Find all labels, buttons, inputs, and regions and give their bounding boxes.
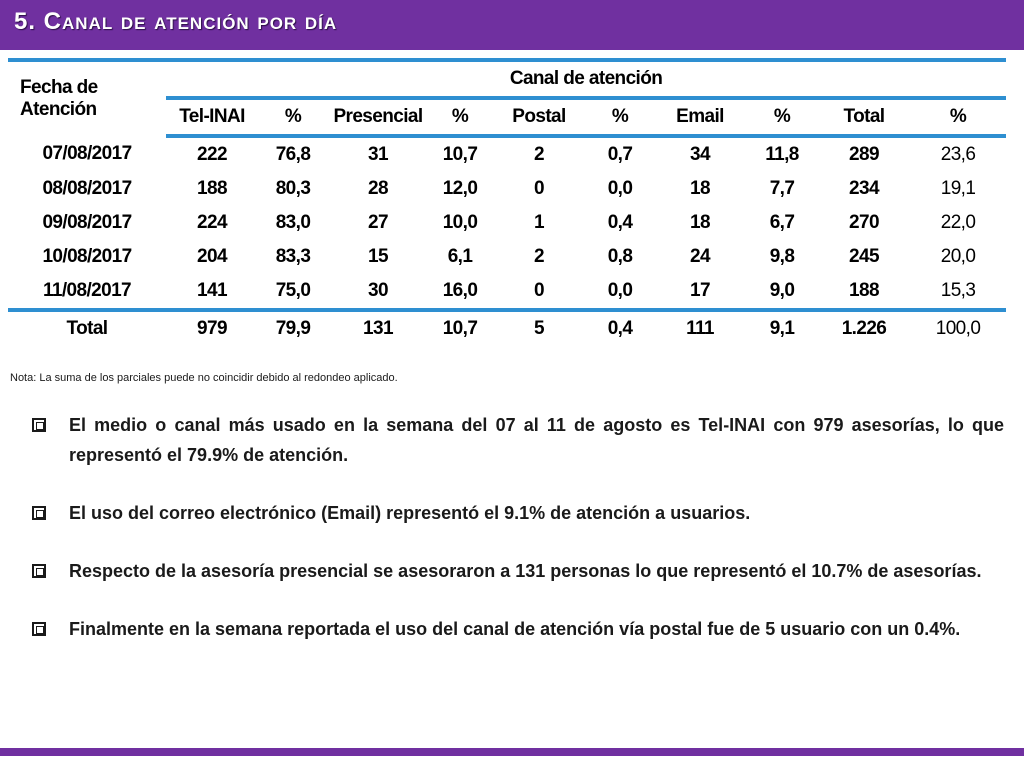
- bullet-text: El medio o canal más usado en la semana del 07 al 11 de agosto es Tel-INAI con 979 asesorías, lo que representó el 79.9% de atención.: [69, 415, 1004, 465]
- table-cell: 30: [368, 280, 388, 301]
- total-cell: 979: [166, 310, 258, 346]
- table-cell: 18: [690, 212, 710, 233]
- table-cell: 141: [197, 280, 227, 301]
- table-cell: 76,8: [275, 144, 311, 165]
- table-cell: 0,0: [607, 178, 633, 199]
- table-cell: 1: [534, 212, 544, 233]
- page-title: 5. Canal de atención por día: [14, 8, 338, 35]
- column-header: %: [258, 98, 328, 136]
- column-header: %: [746, 98, 818, 136]
- canal-group-header: Canal de atención: [166, 60, 1006, 98]
- table-cell: 0,4: [607, 212, 633, 233]
- table-cell: 2: [534, 246, 544, 267]
- table-cell: 80,3: [275, 178, 311, 199]
- square-bullet-icon: [32, 506, 46, 520]
- table-cell: 11,8: [765, 144, 799, 165]
- row-date: 10/08/2017: [42, 246, 132, 267]
- row-date: 07/08/2017: [42, 143, 132, 164]
- total-cell: 10,7: [428, 310, 492, 346]
- table-cell: 15: [368, 246, 388, 267]
- bullet-list: [32, 410, 1004, 672]
- total-cell: 111: [654, 310, 746, 346]
- table-cell: 270: [849, 212, 879, 233]
- table-cell: 289: [849, 144, 879, 165]
- table-row: [8, 206, 1006, 240]
- table-row: [8, 172, 1006, 206]
- table-cell: 12,0: [442, 178, 478, 199]
- table-cell: 23,6: [940, 144, 976, 165]
- table-cell: 75,0: [275, 280, 311, 301]
- table-cell: 18: [690, 178, 710, 199]
- total-cell: 131: [328, 310, 428, 346]
- bullet-text: El uso del correo electrónico (Email) representó el 9.1% de atención a usuarios.: [69, 503, 751, 523]
- column-header: %: [910, 98, 1006, 136]
- total-cell: 100,0: [910, 310, 1006, 346]
- table-cell: 10,0: [442, 212, 478, 233]
- table-cell: 34: [690, 144, 710, 165]
- square-bullet-icon: [32, 418, 46, 432]
- table-cell: 222: [197, 144, 227, 165]
- bullet-text: Finalmente en la semana reportada el uso del canal de atención vía postal fue de 5 usuario con un 0.4%.: [69, 619, 961, 639]
- table-cell: 2: [534, 144, 544, 165]
- table-cell: 9,0: [769, 280, 795, 301]
- table-cell: 188: [849, 280, 879, 301]
- table-row: [8, 240, 1006, 274]
- footer-bar: [0, 748, 1024, 756]
- table-cell: 6,7: [769, 212, 795, 233]
- total-cell: 9,1: [746, 310, 818, 346]
- column-header: Email: [654, 98, 746, 136]
- table-cell: 22,0: [940, 212, 976, 233]
- table-cell: 27: [368, 212, 388, 233]
- table-cell: 234: [849, 178, 879, 199]
- column-header: Presencial: [328, 98, 428, 136]
- table-total-row: [8, 310, 1006, 346]
- table-cell: 0: [534, 280, 544, 301]
- header-bar: [0, 0, 1024, 50]
- column-header: Total: [818, 98, 910, 136]
- table-cell: 83,3: [275, 246, 311, 267]
- table-row: [8, 274, 1006, 310]
- table-cell: 19,1: [940, 178, 976, 199]
- total-cell: 5: [492, 310, 586, 346]
- bullet-text: Respecto de la asesoría presencial se asesoraron a 131 personas lo que representó el 10.7% de asesorías.: [69, 561, 982, 581]
- table-cell: 7,7: [769, 178, 795, 199]
- bullet-item: [32, 556, 1004, 586]
- table-cell: 83,0: [275, 212, 311, 233]
- row-date: 09/08/2017: [42, 212, 132, 233]
- total-cell: 0,4: [586, 310, 654, 346]
- column-header: Tel-INAI: [166, 98, 258, 136]
- table-footnote: Nota: La suma de los parciales puede no coincidir debido al redondeo aplicado.: [10, 372, 398, 384]
- attention-channel-table-wrap: [8, 58, 1006, 346]
- attention-channel-table: [8, 58, 1006, 346]
- column-header: %: [428, 98, 492, 136]
- table-cell: 0,8: [607, 246, 633, 267]
- table-cell: 0,7: [607, 144, 633, 165]
- table-cell: 16,0: [442, 280, 478, 301]
- table-cell: 24: [690, 246, 710, 267]
- table-cell: 204: [197, 246, 227, 267]
- square-bullet-icon: [32, 622, 46, 636]
- total-cell: 79,9: [258, 310, 328, 346]
- table-cell: 15,3: [940, 280, 976, 301]
- bullet-item: [32, 498, 1004, 528]
- table-cell: 224: [197, 212, 227, 233]
- fecha-header: Fecha de Atención: [8, 60, 166, 136]
- total-cell: 1.226: [818, 310, 910, 346]
- bullet-item: [32, 614, 1004, 644]
- table-cell: 188: [197, 178, 227, 199]
- table-cell: 0: [534, 178, 544, 199]
- table-cell: 9,8: [769, 246, 795, 267]
- table-cell: 0,0: [607, 280, 633, 301]
- column-header: %: [586, 98, 654, 136]
- table-cell: 10,7: [442, 144, 478, 165]
- table-cell: 20,0: [940, 246, 976, 267]
- table-cell: 245: [849, 246, 879, 267]
- row-date: 08/08/2017: [42, 178, 132, 199]
- bullet-item: [32, 410, 1004, 470]
- column-header: Postal: [492, 98, 586, 136]
- table-cell: 28: [368, 178, 388, 199]
- total-label: Total: [8, 310, 166, 346]
- table-cell: 17: [690, 280, 710, 301]
- table-row: [8, 136, 1006, 172]
- square-bullet-icon: [32, 564, 46, 578]
- table-header-group-row: [8, 60, 1006, 98]
- row-date: 11/08/2017: [42, 280, 132, 301]
- table-cell: 6,1: [447, 246, 473, 267]
- table-cell: 31: [368, 144, 388, 165]
